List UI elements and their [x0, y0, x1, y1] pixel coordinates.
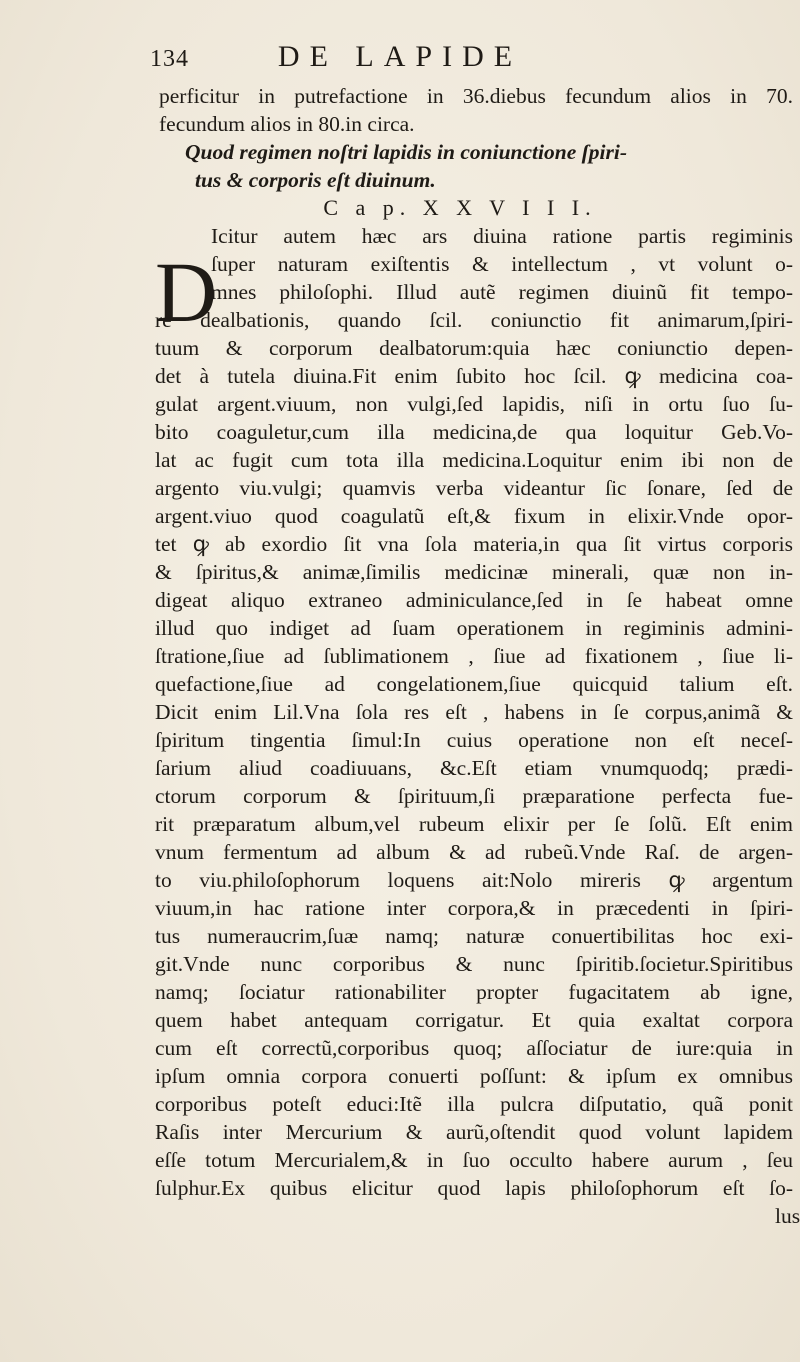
text-line: vnum fermentum ad album & ad rubeũ.Vnde Raſ. de argen-	[155, 840, 793, 864]
chapter-title: Quod regimen noſtri lapidis in coniunctione ſpiri-	[185, 140, 627, 164]
text-line: Dicit enim Lil.Vna ſola res eſt , habens in ſe corpus,animã &	[155, 700, 793, 724]
text-line: det à tutela diuina.Fit enim ſubito hoc ſcil. ꝙ medicina coa-	[155, 364, 793, 388]
text-line: mnes philoſophi. Illud autẽ regimen diuinũ fit tempo-	[211, 280, 793, 304]
text-line: argent.viuo quod coagulatũ eſt,& fixum in elixir.Vnde opor-	[155, 504, 793, 528]
text-line: ſpiritum tingentia ſimul:In cuius operatione non eſt neceſ-	[155, 728, 793, 752]
text-line: perficitur in putrefactione in 36.diebus fecundum alios in 70.	[159, 84, 793, 108]
text-line: eſſe totum Mercurialem,& in ſuo occulto habere aurum , ſeu	[155, 1148, 793, 1172]
text-line: rit præparatum album,vel rubeum elixir per ſe ſolũ. Eſt enim	[155, 812, 793, 836]
text-line: ſuper naturam exiſtentis & intellectum , vt volunt o-	[211, 252, 793, 276]
text-line: illud quo indiget ad ſuam operationem in regiminis admini-	[155, 616, 793, 640]
text-line: quem habet antequam corrigatur. Et quia exaltat corpora	[155, 1008, 793, 1032]
text-line: git.Vnde nunc corporibus & nunc ſpiritib.ſocietur.Spiritibus	[155, 952, 793, 976]
text-line: fecundum alios in 80.in circa.	[159, 112, 415, 136]
text-line: corporibus poteſt educi:Itẽ illa pulcra diſputatio, quã ponit	[155, 1092, 793, 1116]
text-line: & ſpiritus,& animæ,ſimilis medicinæ minerali, quæ non in-	[155, 560, 793, 584]
text-line: viuum,in hac ratione inter corpora,& in præcedenti in ſpiri-	[155, 896, 793, 920]
text-line: to viu.philoſophorum loquens ait:Nolo mireris ꝙ argentum	[155, 868, 793, 892]
text-line: digeat aliquo extraneo adminiculance,ſed in ſe habeat omne	[155, 588, 793, 612]
text-line: re dealbationis, quando ſcil. coniunctio fit animarum,ſpiri-	[155, 308, 793, 332]
text-line: tus numeraucrim,ſuæ namq; naturæ conuertibilitas hoc exi-	[155, 924, 793, 948]
text-line: Raſis inter Mercurium & aurũ,oſtendit quod volunt lapidem	[155, 1120, 793, 1144]
running-title: DE LAPIDE	[277, 40, 523, 73]
text-line: tet ꝙ ab exordio ſit vna ſola materia,in qua ſit virtus corporis	[155, 532, 793, 556]
drop-cap: D	[155, 244, 218, 340]
chapter-number: C a p. X X V I I I.	[323, 195, 597, 220]
text-line: argento viu.vulgi; quamvis verba videantur ſic ſonare, ſed de	[155, 476, 793, 500]
text-line: gulat argent.viuum, non vulgi,ſed lapidis, niſi in ortu ſuo ſu-	[155, 392, 793, 416]
chapter-title: tus & corporis eſt diuinum.	[195, 168, 436, 192]
text-line: ctorum corporum & ſpirituum,ſi præparatione perfecta fue-	[155, 784, 793, 808]
text-line: ipſum omnia corpora conuerti poſſunt: & ipſum ex omnibus	[155, 1064, 793, 1088]
page-header	[0, 40, 800, 80]
text-line: ſarium aliud coadiuuans, &c.Eſt etiam vnumquodq; prædi-	[155, 756, 793, 780]
text-line: ſtratione,ſiue ad ſublimationem , ſiue ad fixationem , ſiue li-	[155, 644, 793, 668]
text-line: Icitur autem hæc ars diuina ratione partis regiminis	[211, 224, 793, 248]
text-line: tuum & corporum dealbatorum:quia hæc coniunctio depen-	[155, 336, 793, 360]
body-text	[155, 82, 800, 1230]
catchword: lus	[775, 1204, 800, 1228]
text-line: namq; ſociatur rationabiliter propter fugacitatem ab igne,	[155, 980, 793, 1004]
text-line: ſulphur.Ex quibus elicitur quod lapis philoſophorum eſt ſo-	[155, 1176, 793, 1200]
text-line: lat ac fugit cum tota illa medicina.Loquitur enim ibi non de	[155, 448, 793, 472]
page-number: 134	[150, 46, 189, 72]
text-line: cum eſt correctũ,corporibus quoq; aſſociatur de iure:quia in	[155, 1036, 793, 1060]
text-line: bito coaguletur,cum illa medicina,de qua loquitur Geb.Vo-	[155, 420, 793, 444]
text-line: quefactione,ſiue ad congelationem,ſiue quicquid talium eſt.	[155, 672, 793, 696]
